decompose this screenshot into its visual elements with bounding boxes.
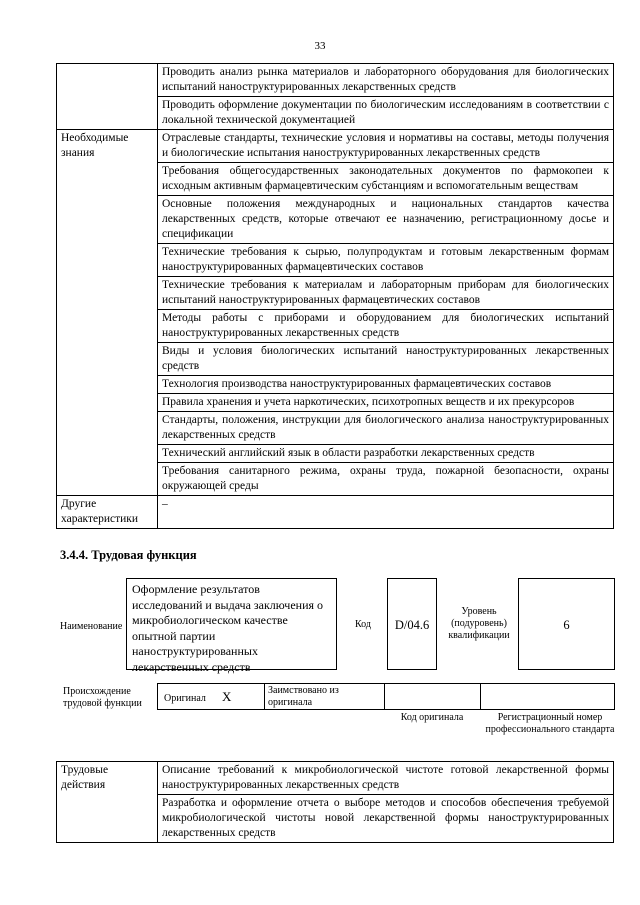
level-value: 6 bbox=[563, 618, 570, 632]
original-label: Оригинал bbox=[164, 693, 206, 704]
row-item: Разработка и оформление отчета о выборе методов и способов обеспечения требуемой микробиологической чистоты новой лекарственной формы наноструктурированных лекарственных средств bbox=[158, 795, 614, 843]
row-item: Технические требования к сырью, полупродуктам и готовым лекарственным формам наноструктурированных фармацевтических составов bbox=[158, 244, 614, 277]
origin-row bbox=[157, 683, 615, 710]
page-number: 33 bbox=[314, 40, 326, 52]
name-label: Наименование bbox=[60, 621, 123, 632]
row-item: Отраслевые стандарты, технические условия и нормативы на составы, методы получения и биологические испытания наноструктурированных лекарственных средств bbox=[158, 130, 614, 163]
level-box bbox=[518, 578, 615, 670]
labor-actions-table bbox=[56, 761, 614, 843]
table-row bbox=[57, 130, 614, 163]
origin-label: Происхождение трудовой функции bbox=[63, 686, 142, 709]
code-original-caption: Код оригинала bbox=[400, 712, 464, 723]
divider bbox=[264, 684, 265, 709]
original-mark: X bbox=[222, 689, 232, 704]
function-name-value: Оформление результатов исследований и выдача заключения о микробиологическом качестве опытной партии наноструктурированных лекарственных средств bbox=[132, 582, 324, 674]
row-item: Проводить оформление документации по биологическим исследованиям в соответствии с локальной технической документацией bbox=[158, 97, 614, 130]
borrowed-label: Заимствовано из оригинала bbox=[268, 685, 339, 708]
row-item: Требования санитарного режима, охраны труда, пожарной безопасности, охраны окружающей среды bbox=[158, 463, 614, 496]
table-row bbox=[57, 64, 614, 97]
row-item: Проводить анализ рынка материалов и лабораторного оборудования для биологических испытаний наноструктурированных лекарственных средств bbox=[158, 64, 614, 97]
row-label: Необходимые знания bbox=[57, 130, 158, 496]
row-label: Трудовые действия bbox=[57, 762, 158, 843]
row-item: Технический английский язык в области разработки лекарственных средств bbox=[158, 445, 614, 463]
row-item: Правила хранения и учета наркотических, психотропных веществ и их прекурсоров bbox=[158, 394, 614, 412]
code-label: Код bbox=[355, 619, 371, 630]
code-value: D/04.6 bbox=[394, 618, 430, 632]
divider bbox=[384, 684, 385, 709]
table-row bbox=[57, 496, 614, 529]
row-item: Методы работы с приборами и оборудованием для биологических испытаний наноструктурированных лекарственных средств bbox=[158, 310, 614, 343]
row-item: Основные положения международных и национальных стандартов качества лекарственных средств, которые отвечают ее назначению, регистрационному досье и спецификации bbox=[158, 196, 614, 244]
row-label bbox=[57, 64, 158, 130]
section-heading: 3.4.4. Трудовая функция bbox=[60, 548, 197, 562]
reg-number-caption: Регистрационный номер профессионального стандарта bbox=[485, 712, 615, 735]
level-label: Уровень (подуровень) квалификации bbox=[448, 606, 510, 641]
row-item: Технические требования к материалам и лабораторным приборам для биологических испытаний наноструктурированных фармацевтических составов bbox=[158, 277, 614, 310]
row-item: Технология производства наноструктурированных фармацевтических составов bbox=[158, 376, 614, 394]
row-item: Стандарты, положения, инструкции для биологического анализа наноструктурированных лекарственных средств bbox=[158, 412, 614, 445]
function-name-box bbox=[126, 578, 337, 674]
row-item: Описание требований к микробиологической чистоте готовой лекарственной формы наноструктурированных лекарственных средств bbox=[158, 762, 614, 795]
divider bbox=[480, 684, 481, 709]
row-item: Виды и условия биологических испытаний наноструктурированных лекарственных средств bbox=[158, 343, 614, 376]
table-row bbox=[57, 762, 614, 795]
requirements-table bbox=[56, 63, 614, 529]
row-item: – bbox=[158, 496, 614, 529]
row-label: Другие характеристики bbox=[57, 496, 158, 529]
row-item: Требования общегосударственных законодательных документов по фармокопеи к исходным активным фармацевтическим субстанциям и вспомогательным веществам bbox=[158, 163, 614, 196]
code-box bbox=[387, 578, 437, 670]
